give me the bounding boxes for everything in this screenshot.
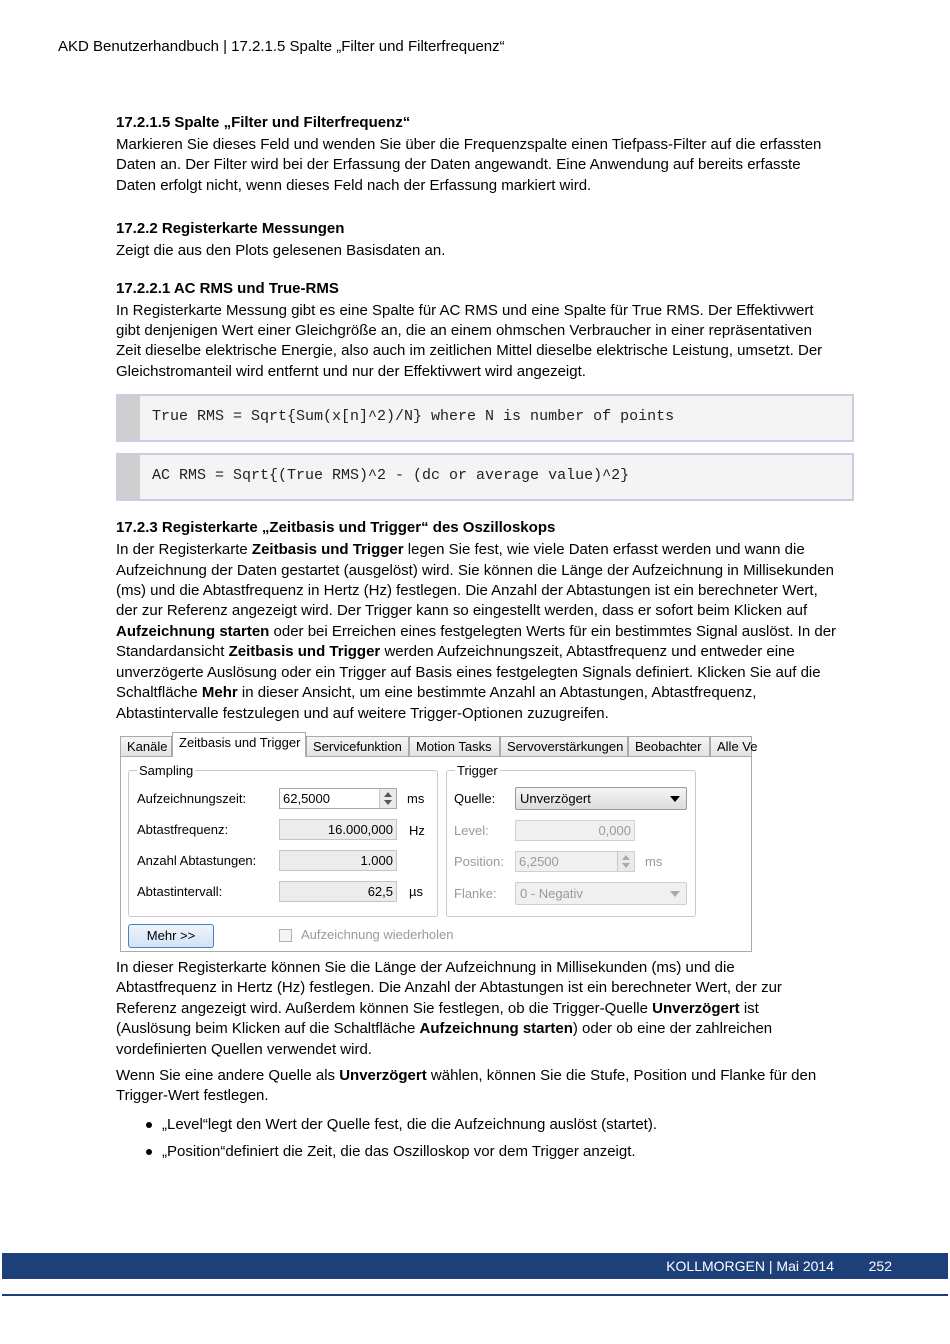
sampling-legend: Sampling: [139, 762, 194, 778]
tab-all[interactable]: Alle Ve: [710, 736, 752, 756]
position-unit: ms: [645, 853, 663, 869]
paragraph-timebase: In der Registerkarte Zeitbasis und Trigger legen Sie fest, wie viele Daten erfasst werden und wann die Aufzeichnung der Daten gestartet (ausgelöst) wird. Sie können die Länge der Aufzeichnung in Millisekunden (ms) und die Abtastfrequenz in Hertz (Hz) festlegen. Die Anzahl der Abtastungen ist ein berechneter Wert, der zur Referenz angezeigt wird. Der Trigger kann so eingestellt werden, dass er sofort beim Klicken auf Aufzeichnung starten oder bei Erreichen eines festgelegten Werts für ein bestimmtes Signal auslöst. In der Standardansicht Zeitbasis und Trigger werden Aufzeichnungszeit, Abtastfrequenz und entweder eine unverzögerte Auslösung oder ein Trigger auf Basis eines festgelegten Signals definiert. Klicken Sie auf die Schaltfläche Mehr in dieser Ansicht, um eine bestimmte Anzahl an Abtastungen, Abtastfrequenz, Abtastintervalle festzulegen und auf weitere Trigger-Optionen zuzugreifen.: [116, 541, 837, 722]
level-label: Level:: [454, 822, 489, 838]
interval-unit: µs: [409, 883, 423, 899]
rec-time-unit: ms: [407, 790, 425, 806]
bullet-icon: [146, 1122, 152, 1128]
paragraph-tab-details: In dieser Registerkarte können Sie die Länge der Aufzeichnung in Millisekunden (ms) und die Abtastfrequenz in Hertz (Hz) festlegen. Die Anzahl der Abtastungen ist ein berechneter Wert, der zur Referenz angezeigt wird. Außerdem können Sie festlegen, ob die Trigger-Quelle Unverzögert ist (Auslösung beim Klicken auf die Schaltfläche Aufzeichnung starten) oder ob eine der zahlreichen vordefinierten Quellen verwendet wird.: [116, 958, 782, 1058]
edge-dropdown[interactable]: 0 - Negativ: [515, 882, 687, 905]
interval-field: 62,5: [279, 881, 397, 902]
rec-time-label: Aufzeichnungszeit:: [137, 790, 247, 806]
freq-unit: Hz: [409, 822, 425, 838]
interval-label: Abtastintervall:: [137, 883, 223, 899]
count-label: Anzahl Abtastungen:: [137, 852, 257, 868]
footer-divider: [2, 1294, 948, 1296]
tab-panel: [120, 756, 752, 952]
paragraph-other-source: Wenn Sie eine andere Quelle als Unverzögert wählen, können Sie die Stufe, Position und Flanke für den Trigger-Wert festlegen.: [116, 1066, 817, 1105]
tab-timebase-trigger[interactable]: Zeitbasis und Trigger: [172, 732, 306, 757]
page-content: [116, 114, 838, 1169]
level-input[interactable]: 0,000: [515, 820, 635, 841]
code-text: True RMS = Sqrt{Sum(x[n]^2)/N} where N is number of points: [152, 408, 675, 426]
list-item: „Position“definiert die Zeit, die das Oszilloskop vor dem Trigger anzeigt.: [116, 1142, 838, 1162]
spin-down-icon[interactable]: [622, 863, 630, 868]
trigger-legend: Trigger: [457, 762, 498, 778]
rec-time-spinner[interactable]: [379, 789, 396, 808]
running-header: AKD Benutzerhandbuch | 17.2.1.5 Spalte „Filter und Filterfrequenz“: [58, 38, 505, 55]
footer-bar: [2, 1253, 948, 1279]
section-heading-timebase: 17.2.3 Registerkarte „Zeitbasis und Trigger“ des Oszilloskops: [116, 519, 556, 537]
page-number: 252: [868, 1258, 892, 1274]
footer-company-date: KOLLMORGEN | Mai 2014: [666, 1258, 834, 1274]
rec-time-input[interactable]: 62,5000: [279, 788, 397, 809]
section-heading-rms: 17.2.2.1 AC RMS und True-RMS: [116, 279, 339, 297]
spin-up-icon[interactable]: [622, 855, 630, 860]
spin-up-icon[interactable]: [384, 792, 392, 797]
section-heading-measurements: 17.2.2 Registerkarte Messungen: [116, 220, 345, 238]
tab-strip: [120, 732, 758, 756]
bullet-icon: [146, 1149, 152, 1155]
tab-motion-tasks[interactable]: Motion Tasks: [409, 736, 500, 756]
repeat-recording-label: Aufzeichnung wiederholen: [301, 926, 454, 942]
count-field: 1.000: [279, 850, 397, 871]
bullet-list: [116, 1115, 838, 1162]
code-block-bar: [118, 455, 140, 499]
paragraph-measurements: Zeigt die aus den Plots gelesenen Basisdaten an.: [116, 242, 446, 260]
code-text: AC RMS = Sqrt{(True RMS)^2 - (dc or average value)^2}: [152, 467, 630, 485]
tab-service-function[interactable]: Servicefunktion: [306, 736, 409, 756]
code-block-ac-rms: [116, 453, 854, 501]
edge-label: Flanke:: [454, 885, 497, 901]
tab-servo-gains[interactable]: Servoverstärkungen: [500, 736, 628, 756]
paragraph-filter: Markieren Sie dieses Feld und wenden Sie über die Frequenzspalte einen Tiefpass-Filter auf die erfassten Daten an. Der Filter wird bei der Erfassung der Daten angewandt. Eine Anwendung auf bereits erfasste Daten erfolgt nicht, wenn dieses Feld nach der Erfassung markiert wird.: [116, 136, 822, 194]
position-label: Position:: [454, 853, 504, 869]
repeat-recording-checkbox[interactable]: [279, 929, 292, 942]
list-item: „Level“legt den Wert der Quelle fest, die die Aufzeichnung auslöst (startet).: [116, 1115, 838, 1135]
code-block-true-rms: [116, 394, 854, 442]
tab-observer[interactable]: Beobachter: [628, 736, 710, 756]
more-button[interactable]: Mehr >>: [128, 924, 214, 948]
position-input[interactable]: 6,2500: [515, 851, 635, 872]
timebase-trigger-screenshot: [116, 732, 758, 952]
section-heading-filter: 17.2.1.5 Spalte „Filter und Filterfrequenz“: [116, 114, 411, 131]
source-dropdown[interactable]: Unverzögert: [515, 787, 687, 810]
source-label: Quelle:: [454, 790, 496, 806]
spin-down-icon[interactable]: [384, 800, 392, 805]
paragraph-rms: In Registerkarte Messung gibt es eine Spalte für AC RMS und eine Spalte für True RMS. Der Effektivwert gibt denjenigen Wert einer Gleichgröße an, die an einem ohmschen Verbraucher in einer repräsentativen Zeit dieselbe elektrische Energie, also auch im zeitlichen Mittel dieselbe elektrische Leistung, umsetzt. Der Gleichstromanteil wird entfernt und nur der Effektivwert wird angezeigt.: [116, 301, 823, 380]
chevron-down-icon: [670, 891, 680, 897]
code-block-bar: [118, 396, 140, 440]
position-spinner[interactable]: [617, 852, 634, 871]
tab-channels[interactable]: Kanäle: [120, 736, 172, 756]
freq-label: Abtastfrequenz:: [137, 821, 229, 837]
chevron-down-icon: [670, 796, 680, 802]
freq-field: 16.000,000: [279, 819, 397, 840]
